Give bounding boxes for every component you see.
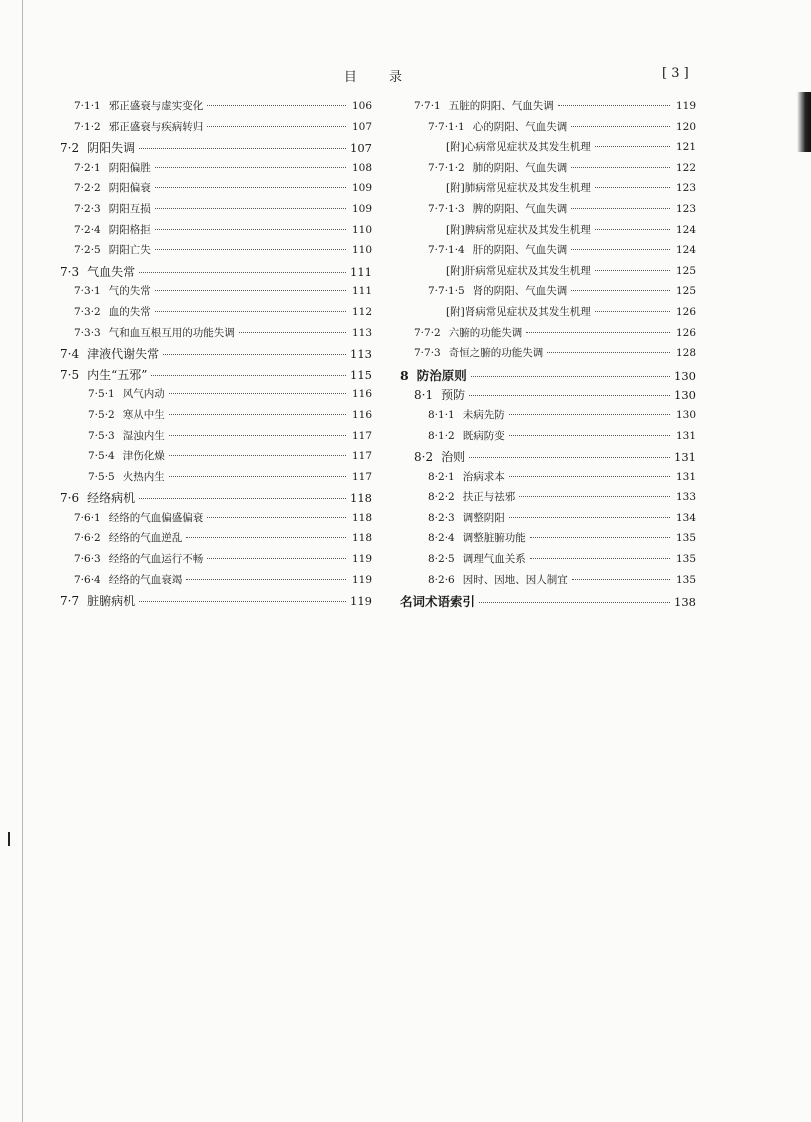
dot-leader [530, 537, 670, 538]
toc-entry-number: 7·2·2 [74, 182, 101, 195]
dot-leader [207, 517, 346, 518]
toc-entry-page: 123 [675, 182, 696, 195]
dot-leader [155, 290, 346, 291]
toc-entry-page: 123 [675, 202, 696, 215]
dot-leader [139, 148, 346, 149]
toc-entry [60, 263, 372, 284]
toc-entry-title: 阴阳格拒 [108, 223, 151, 236]
toc-entry-page: 130 [674, 368, 696, 383]
toc-entry [60, 180, 372, 201]
toc-entry-page: 116 [351, 408, 372, 421]
toc-entry [400, 263, 696, 284]
toc-entry-number: 7·7·1·2 [428, 161, 465, 174]
dot-leader [471, 376, 670, 377]
toc-entry [400, 201, 696, 222]
toc-column-left [60, 98, 372, 613]
toc-entry-title: 调理气血关系 [462, 553, 526, 566]
toc-entry-title: 阴阳亡失 [108, 244, 151, 257]
toc-entry-page: 121 [675, 141, 696, 154]
toc-entry-number: 8·1 [414, 388, 434, 403]
toc-entry-page: 109 [351, 202, 372, 215]
toc-entry-page: 117 [351, 450, 372, 463]
dot-leader [155, 311, 346, 312]
toc-entry [60, 366, 372, 387]
dot-leader [519, 496, 670, 497]
dot-leader [139, 601, 346, 602]
toc-entry [400, 551, 696, 572]
dot-leader [207, 126, 346, 127]
toc-entry-page: 118 [351, 511, 372, 524]
toc-entry-page: 124 [675, 244, 696, 257]
toc-entry-title: 调整阴阳 [462, 511, 505, 524]
dot-leader [186, 579, 346, 580]
dot-leader [139, 272, 346, 273]
toc-entry [60, 551, 372, 572]
toc-entry-number: 8·2·3 [428, 511, 455, 524]
toc-entry-title: [附]肾病常见症状及其发生机理 [446, 305, 591, 318]
toc-entry-page: 128 [675, 347, 696, 360]
toc-entry-title: 名词术语索引 [400, 594, 476, 610]
toc-entry [60, 386, 372, 407]
toc-entry-number: 7·5 [60, 367, 80, 382]
toc-entry-title: [附]肺病常见症状及其发生机理 [446, 182, 591, 195]
toc-entry-title: 阴阳失调 [87, 141, 136, 156]
toc-entry-title: [附]心病常见症状及其发生机理 [446, 141, 591, 154]
dot-leader [595, 187, 670, 188]
toc-entry-number: 8·2·6 [428, 573, 455, 586]
toc-entry-title: 肾的阴阳、气血失调 [472, 285, 568, 298]
scan-edge-shadow [797, 92, 811, 152]
toc-entry-number: 7·6 [60, 491, 80, 506]
toc-entry [400, 572, 696, 593]
toc-entry [60, 572, 372, 593]
toc-entry-number: 7·5·2 [88, 408, 115, 421]
toc-entry-number: 8·1·2 [428, 429, 455, 442]
dot-leader [571, 208, 670, 209]
dot-leader [169, 414, 346, 415]
toc-entry-number: 7·6·3 [74, 553, 101, 566]
dot-leader [571, 126, 670, 127]
toc-entry-title: 脏腑病机 [87, 594, 136, 609]
toc-entry-page: 115 [350, 367, 372, 382]
toc-entry [60, 160, 372, 181]
toc-entry-page: 134 [675, 511, 696, 524]
toc-entry-title: 寒从中生 [122, 408, 165, 421]
dot-leader [169, 393, 346, 394]
toc-entry-page: 110 [351, 223, 372, 236]
page-title: 目 录 [343, 70, 417, 85]
toc-entry-title: 六腑的功能失调 [448, 326, 523, 339]
dot-leader [469, 395, 670, 396]
dot-leader [169, 435, 346, 436]
toc-entry-number: 7·7·1 [414, 100, 441, 112]
toc-entry [60, 242, 372, 263]
toc-entry-page: 131 [675, 429, 696, 442]
toc-entry-page: 119 [351, 553, 372, 566]
toc-entry-title: 湿浊内生 [122, 429, 165, 442]
toc-entry [60, 201, 372, 222]
dot-leader [169, 455, 346, 456]
toc-entry-title: 五脏的阴阳、气血失调 [448, 100, 554, 112]
toc-entry-title: [附]脾病常见症状及其发生机理 [446, 223, 591, 236]
dot-leader [469, 457, 670, 458]
toc-entry-title: 血的失常 [108, 305, 151, 318]
toc-entry [60, 592, 372, 613]
dot-leader [509, 517, 670, 518]
toc-entry-number: 8·2 [414, 450, 434, 465]
toc-entry-page: 135 [675, 553, 696, 566]
dot-leader [169, 476, 346, 477]
dot-leader [571, 290, 670, 291]
dot-leader [571, 249, 670, 250]
toc-entry [400, 222, 696, 243]
toc-entry-number: 7·5·1 [88, 388, 115, 401]
toc-entry-title: 预防 [441, 388, 466, 403]
toc-entry [400, 139, 696, 160]
toc-entry-page: 133 [675, 491, 696, 504]
toc-entry-number: 7·6·4 [74, 573, 101, 586]
toc-entry-number: 7·1·2 [74, 120, 101, 133]
toc-entry-number: 7·7·1·4 [428, 244, 465, 257]
toc-entry-title: 阴阳偏胜 [108, 161, 151, 174]
toc-entry-page: 111 [350, 264, 372, 279]
toc-entry [60, 283, 372, 304]
toc-entry [400, 366, 696, 387]
toc-entry-page: 126 [675, 305, 696, 318]
toc-entry-number: 8·2·4 [428, 532, 455, 545]
toc-entry-number: 8·2·5 [428, 553, 455, 566]
toc-entry-title: 未病先防 [462, 408, 505, 421]
toc-entry-number: 7·7·1·1 [428, 120, 465, 133]
toc-entry-page: 138 [674, 595, 696, 610]
toc-entry [400, 160, 696, 181]
toc-entry-title: 气的失常 [108, 285, 151, 298]
toc-entry-number: 7·5·3 [88, 429, 115, 442]
toc-entry-number: 7·5·4 [88, 450, 115, 463]
toc-entry-number: 7·6·1 [74, 511, 101, 524]
scan-mark [8, 832, 10, 846]
toc-entry-page: 107 [350, 141, 372, 156]
toc-entry-page: 119 [351, 573, 372, 586]
toc-entry-title: 肝的阴阳、气血失调 [472, 244, 568, 257]
toc-entry-title: 津伤化燥 [122, 450, 165, 463]
dot-leader [155, 208, 346, 209]
toc-entry-page: 118 [350, 491, 372, 506]
toc-entry-number: 7·7·2 [414, 326, 441, 339]
toc-entry-title: 经络的气血偏盛偏衰 [108, 511, 204, 524]
toc-entry-title: 脾的阴阳、气血失调 [472, 202, 568, 215]
toc-entry [400, 325, 696, 346]
dot-leader [558, 105, 670, 106]
toc-entry [400, 345, 696, 366]
toc-entry-number: 7·2·5 [74, 244, 101, 257]
toc-entry-title: 风气内动 [122, 388, 165, 401]
toc-entry-number: 7·1·1 [74, 100, 101, 112]
toc-entry-page: 122 [675, 161, 696, 174]
toc-entry-page: 124 [675, 223, 696, 236]
toc-entry-page: 113 [350, 347, 372, 362]
toc-column-right [400, 98, 696, 613]
toc-entry-title: 经络的气血运行不畅 [108, 553, 204, 566]
toc-entry [60, 304, 372, 325]
toc-entry-page: 130 [675, 408, 696, 421]
toc-entry-title: 肺的阴阳、气血失调 [472, 161, 568, 174]
toc-entry-title: 奇恒之腑的功能失调 [448, 347, 544, 360]
toc-entry [60, 510, 372, 531]
toc-entry-number: 7·3 [60, 264, 80, 279]
dot-leader [595, 311, 670, 312]
toc-entry-page: 125 [675, 264, 696, 277]
dot-leader [207, 105, 346, 106]
toc-entry-page: 125 [675, 285, 696, 298]
toc-entry-page: 111 [351, 285, 372, 298]
toc-entry-number: 7·7 [60, 594, 80, 609]
toc-entry-number: 7·7·3 [414, 347, 441, 360]
toc-entry [400, 489, 696, 510]
toc-entry [400, 510, 696, 531]
toc-entry [60, 325, 372, 346]
toc-entry-page: 110 [351, 244, 372, 257]
toc-entry-title: 既病防变 [462, 429, 505, 442]
toc-entry [400, 530, 696, 551]
toc-entry-title: 防治原则 [416, 367, 467, 383]
toc-entry-title: 邪正盛衰与疾病转归 [108, 120, 204, 133]
toc-entry [400, 428, 696, 449]
dot-leader [595, 229, 670, 230]
toc-entry-title: 火热内生 [122, 470, 165, 483]
toc-entry-title: 调整脏腑功能 [462, 532, 526, 545]
toc-entry [400, 386, 696, 407]
toc-entry-number: 7·3·3 [74, 326, 101, 339]
toc-entry-number: 7·3·2 [74, 305, 101, 318]
dot-leader [186, 537, 346, 538]
dot-leader [526, 332, 670, 333]
dot-leader [163, 354, 346, 355]
toc-entry-title: [附]肝病常见症状及其发生机理 [446, 264, 591, 277]
toc-entry [60, 345, 372, 366]
toc-entry [60, 428, 372, 449]
toc-entry-page: 116 [351, 388, 372, 401]
dot-leader [479, 602, 670, 603]
toc-entry-title: 阴阳互损 [108, 202, 151, 215]
toc-entry [400, 242, 696, 263]
toc-entry [400, 119, 696, 140]
toc-entry-title: 经络的气血逆乱 [108, 532, 183, 545]
toc-entry-number: 7·2·4 [74, 223, 101, 236]
toc-entry-title: 津液代谢失常 [87, 347, 160, 362]
dot-leader [530, 558, 670, 559]
toc-entry [60, 119, 372, 140]
toc-entry-page: 117 [351, 429, 372, 442]
toc-entry-number: 7·3·1 [74, 285, 101, 298]
toc-entry-page: 131 [675, 470, 696, 483]
dot-leader [595, 270, 670, 271]
toc-entry-number: 7·2 [60, 141, 80, 156]
toc-entry [60, 489, 372, 510]
dot-leader [239, 332, 346, 333]
dot-leader [571, 167, 670, 168]
toc-entry-page: 119 [350, 594, 372, 609]
page-number: [ 3 ] [662, 66, 689, 81]
toc-entry-number: 8 [400, 367, 409, 383]
toc-entry-number: 8·2·1 [428, 470, 455, 483]
dot-leader [139, 498, 346, 499]
dot-leader [151, 375, 346, 376]
toc-entry-page: 135 [675, 532, 696, 545]
toc-entry-number: 7·2·1 [74, 161, 101, 174]
toc-entry-title: 因时、因地、因人制宜 [462, 573, 568, 586]
toc-entry-page: 126 [675, 326, 696, 339]
dot-leader [547, 352, 670, 353]
scan-margin-line [22, 0, 23, 1122]
toc-entry-page: 119 [675, 100, 696, 112]
toc-entry [400, 98, 696, 119]
toc-entry-page: 107 [351, 120, 372, 133]
toc-entry-title: 心的阴阳、气血失调 [472, 120, 568, 133]
dot-leader [509, 414, 670, 415]
toc-entry-number: 7·7·1·3 [428, 202, 465, 215]
toc-entry [400, 407, 696, 428]
toc-entry [400, 304, 696, 325]
toc-entry-page: 131 [674, 450, 696, 465]
toc-entry [60, 469, 372, 490]
toc-entry [400, 469, 696, 490]
toc-entry-number: 8·1·1 [428, 408, 455, 421]
dot-leader [207, 558, 346, 559]
toc-entry-page: 109 [351, 182, 372, 195]
toc-entry-number: 7·5·5 [88, 470, 115, 483]
toc-entry [60, 222, 372, 243]
toc-entry-number: 7·4 [60, 347, 80, 362]
dot-leader [155, 249, 346, 250]
toc-entry-page: 113 [351, 326, 372, 339]
toc-entry-page: 120 [675, 120, 696, 133]
toc-entry-page: 106 [351, 100, 372, 112]
toc-entry [60, 98, 372, 119]
toc-entry [400, 448, 696, 469]
toc-entry-title: 扶正与祛邪 [462, 491, 516, 504]
toc-entry-number: 7·7·1·5 [428, 285, 465, 298]
toc-entry-number: 7·6·2 [74, 532, 101, 545]
toc-entry-page: 118 [351, 532, 372, 545]
toc-entry-title: 治则 [441, 450, 466, 465]
toc-entry-title: 气血失常 [87, 264, 136, 279]
toc-entry-title: 经络病机 [87, 491, 136, 506]
toc-entry-number: 7·2·3 [74, 202, 101, 215]
toc-entry-page: 108 [351, 161, 372, 174]
toc-entry-title: 经络的气血衰竭 [108, 573, 183, 586]
toc-entry [60, 530, 372, 551]
toc-entry-page: 130 [674, 388, 696, 403]
toc-entry [60, 139, 372, 160]
toc-entry [60, 448, 372, 469]
toc-entry-title: 治病求本 [462, 470, 505, 483]
toc-entry-title: 邪正盛衰与虚实变化 [108, 100, 204, 112]
toc-entry-page: 135 [675, 573, 696, 586]
dot-leader [509, 435, 670, 436]
toc-entry [400, 180, 696, 201]
toc-entry-page: 112 [351, 305, 372, 318]
toc-entry-title: 阴阳偏衰 [108, 182, 151, 195]
toc-entry-title: 气和血互根互用的功能失调 [108, 326, 235, 339]
toc-entry [400, 592, 696, 613]
toc-entry-title: 内生“五邪” [87, 367, 148, 382]
dot-leader [595, 146, 670, 147]
dot-leader [572, 579, 670, 580]
toc-entry [400, 283, 696, 304]
toc-entry [60, 407, 372, 428]
dot-leader [155, 229, 346, 230]
dot-leader [509, 476, 670, 477]
toc-entry-number: 8·2·2 [428, 491, 455, 504]
dot-leader [155, 187, 346, 188]
toc-entry-page: 117 [351, 470, 372, 483]
dot-leader [155, 167, 346, 168]
